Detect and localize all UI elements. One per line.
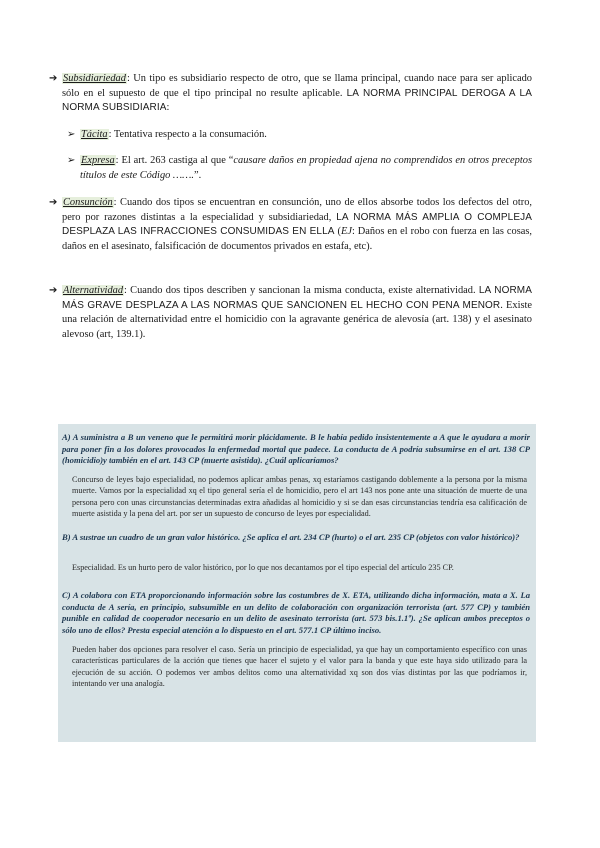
subitem-tacita: ➢ Tácita: Tentativa respecto a la consumación.: [80, 128, 532, 143]
triangle-bullet-icon: ➢: [67, 129, 76, 140]
exercise-answer-a: Concurso de leyes bajo especialidad, no podemos aplicar ambas penas, xq estaríamos castigando doblemente a la persona por la misma muerte. Vamos por la especialidad xq el tipo general sería el de homicidio, pero el art 143 nos pone ante una situación de muerte de una persona pero con unas circunstancias determinadas extra añadidas al homicidio y si se dan esas circunstancias tendría esa calificación de muerte asistida y la pena del art. por ser un supuesto de concurso de leyes por especialidad.: [72, 475, 527, 519]
triangle-bullet-icon: ➢: [67, 155, 76, 166]
exercise-answer-c: Pueden haber dos opciones para resolver el caso. Sería un principio de especialidad, ya que hay un comportamiento específico con unas características particulares de la acción que tienes que hacer el sujeto y el valor para la banda y que este haya sido utilizado para la ejecución de su acción. O podemos ver ambos delitos como una alternatividad xq son dos vías distintas por las que podríamos ir, intentando ver una analogía.: [72, 645, 527, 689]
paragraph-alternatividad: ➔ Alternatividad: Cuando dos tipos describen y sancionan la misma conducta, existe alternatividad. LA NORMA MÁS GRAVE DESPLAZA A LAS NORMAS QUE SANCIONEN EL HECHO CON PENA MENOR. Existe una relación de alternatividad entre el homicidio con la agravante genérica de alevosía (art. 138) y el asesinato alevoso (art, 139.1).: [49, 285, 533, 340]
term-expresa: Expresa: [81, 155, 115, 166]
term-alternatividad: Alternatividad: [63, 285, 124, 296]
exercise-question-c: C) A colabora con ETA proporcionando información sobre las costumbres de X. ETA, utilizando dicha información, mata a X. La conducta de A sería, en principio, subsumible en un delito de colaboración con organización terrorista (art. 577 CP) y también punible en calidad de cooperador necesario en un delito de asesinato terrorista (art. 573 bis.1.1º). ¿Se aplican ambos preceptos o sólo uno de ellos? Presta especial atención a lo dispuesto en el art. 577.1 CP último inciso.: [62, 590, 530, 635]
exercise-question-b: B) A sustrae un cuadro de un gran valor histórico. ¿Se aplica el art. 234 CP (hurto) o el art. 235 CP (objetos con valor histórico)?: [62, 532, 520, 542]
term-consuncion: Consunción: [63, 197, 113, 208]
exercise-image-box: [58, 424, 536, 742]
arrow-bullet-icon: ➔: [49, 285, 58, 296]
subitem-expresa: ➢ Expresa: El art. 263 castiga al que “causare daños en propiedad ajena no comprendidos en otros preceptos títulos de este Código …….”.: [67, 155, 532, 181]
arrow-bullet-icon: ➔: [49, 73, 58, 84]
term-subsidiariedad: Subsidiariedad: [63, 73, 126, 84]
exercise-answer-b: Especialidad. Es un hurto pero de valor histórico, por lo que nos decantamos por el tipo especial del artículo 235 CP.: [72, 563, 454, 572]
arrow-bullet-icon: ➔: [49, 197, 58, 208]
paragraph-subsidiariedad: ➔ Subsidiariedad: Un tipo es subsidiario respecto de otro, que se llama principal, cuando nace para ser aplicado sólo en el supuesto de que el tipo principal no resulte aplicable. LA NORMA PRINCIPAL DEROGA A LA NORMA SUBSIDIARIA:: [49, 73, 532, 114]
exercise-question-a: A) A suministra a B un veneno que le permitirá morir plácidamente. B le había pedido insistentemente a A que le ayudara a morir para poner fin a los dolores provocados la enfermedad mortal que padece. La conducta de A podría subsumirse en el art. 138 CP (homicidio)y también en el art. 143 CP (muerte asistida). ¿Cuál aplicaríamos?: [62, 432, 530, 466]
paragraph-consuncion: ➔ Consunción: Cuando dos tipos se encuentran en consunción, uno de ellos absorbe todos los defectos del otro, pero por razones distintas a la especialidad y subsidiariedad, LA NORMA MÁS AMPLIA O COMPLEJA DESPLAZA LAS INFRACCIONES CONSUMIDAS EN ELLA (EJ: Daños en el robo con fuerza en las cosas, daños en el asesinato, falsificación de documentos privados en estafa, etc).: [49, 197, 532, 252]
term-tacita: Tácita: [81, 129, 108, 140]
